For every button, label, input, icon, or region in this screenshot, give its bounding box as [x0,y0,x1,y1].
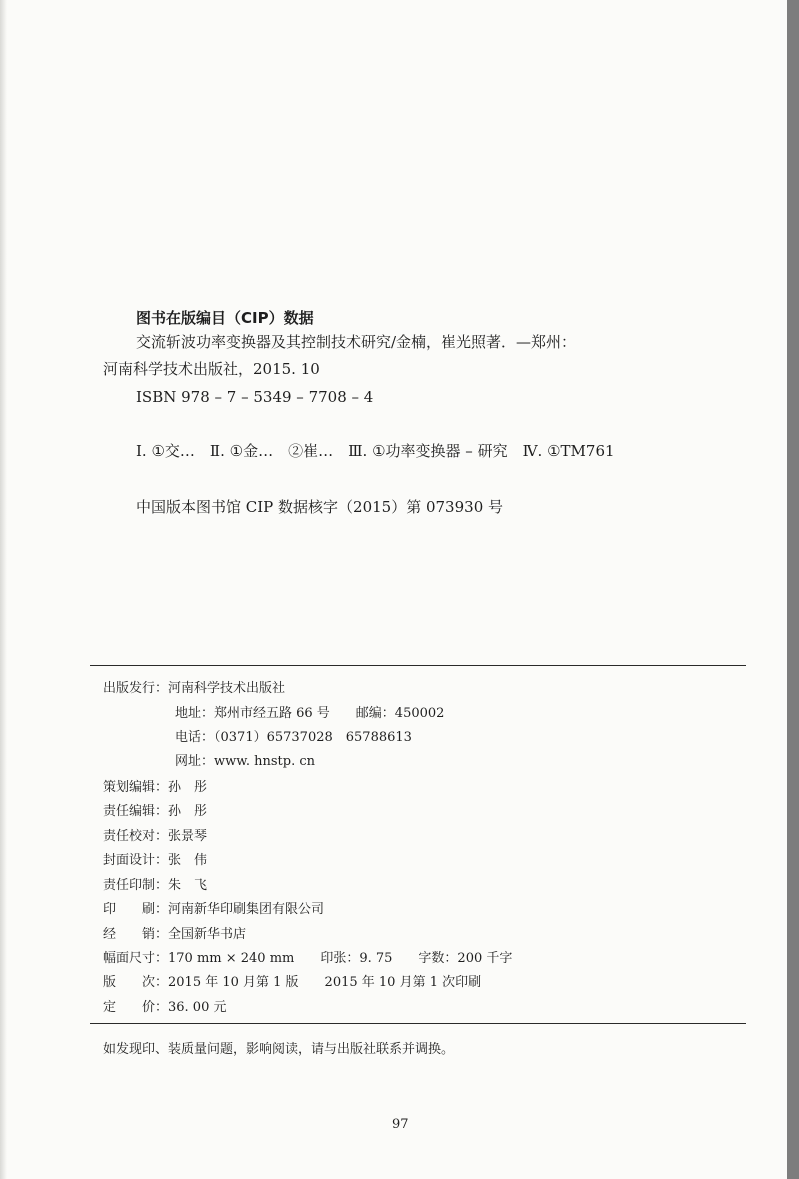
imprint-price: 定 价：36. 00 元 [103,1000,227,1015]
imprint-planning-editor: 策划编辑：孙 彤 [103,780,208,795]
page-gutter-shadow [0,0,7,1179]
imprint-phone: 电话：（0371）65737028 65788613 [175,730,412,745]
imprint-address: 地址：郑州市经五路 66 号 邮编：450002 [175,706,445,721]
quality-notice: 如发现印、装质量问题，影响阅读，请与出版社联系并调换。 [103,1042,455,1057]
imprint-cover-design: 封面设计：张 伟 [103,853,208,868]
cip-isbn: ISBN 978 – 7 – 5349 – 7708 – 4 [136,388,374,406]
imprint-top-rule [90,665,746,666]
cip-classification: Ⅰ. ①交… Ⅱ. ①金… ②崔… Ⅲ. ①功率变换器 – 研究 Ⅳ. ①TM761 [136,442,615,460]
imprint-printer: 印 刷：河南新华印刷集团有限公司 [103,902,325,917]
imprint-print-supervisor: 责任印制：朱 飞 [103,878,208,893]
cip-data-number: 中国版本图书馆 CIP 数据核字（2015）第 073930 号 [136,498,504,516]
imprint-publisher: 出版发行：河南科学技术出版社 [103,681,286,696]
imprint-responsible-editor: 责任编辑：孙 彤 [103,804,208,819]
cip-heading: 图书在版编目（CIP）数据 [136,309,314,327]
imprint-edition: 版 次：2015 年 10 月第 1 版 2015 年 10 月第 1 次印刷 [103,975,482,990]
imprint-format: 幅面尺寸：170 mm × 240 mm 印张：9. 75 字数：200 千字 [103,951,513,966]
imprint-website: 网址：www. hnstp. cn [175,754,315,769]
cip-publisher-line: 河南科学技术出版社，2015. 10 [103,360,320,378]
cip-title-line: 交流斩波功率变换器及其控制技术研究/金楠，崔光照著．—郑州： [136,333,577,351]
imprint-proofreader: 责任校对：张景琴 [103,829,208,844]
imprint-distributor: 经 销：全国新华书店 [103,927,247,942]
page-number: 97 [392,1117,409,1132]
imprint-bottom-rule [90,1023,746,1024]
